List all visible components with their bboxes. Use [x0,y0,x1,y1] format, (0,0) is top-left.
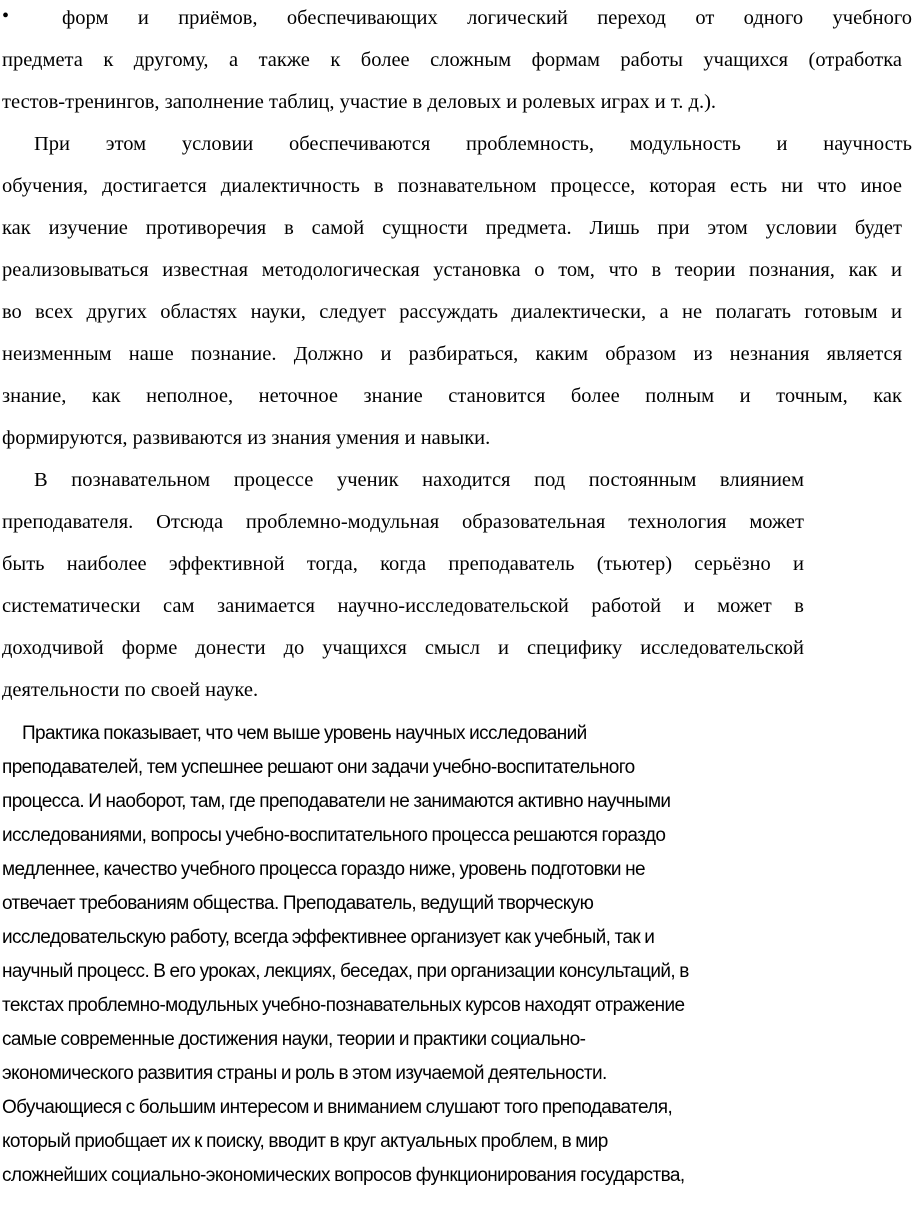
text-line: формируются, развиваются из знания умения и навыки. [2,427,491,449]
text-line: В познавательном процессе ученик находится под постоянным влиянием [34,469,804,491]
text-line: тестов-тренингов, заполнение таблиц, участие в деловых и ролевых играх и т. д.). [2,91,717,113]
text-line: медленнее, качество учебного процесса гораздо ниже, уровень подготовки не [2,859,645,880]
text-line: самые современные достижения науки, теории и практики социально- [2,1029,586,1050]
text-line: деятельности по своей науке. [2,679,259,701]
text-line: преподавателя. Отсюда проблемно-модульная образовательная технология может [2,511,804,533]
text-line: преподавателей, тем успешнее решают они задачи учебно-воспитательного [2,757,635,778]
text-line: обучения, достигается диалектичность в познавательном процессе, которая есть ни что иное [2,175,902,197]
text-line: исследованиями, вопросы учебно-воспитательного процесса решаются гораздо [2,825,666,846]
text-line: предмета к другому, а также к более сложным формам работы учащихся (отработка [2,49,902,71]
text-line: исследовательскую работу, всегда эффективнее организует как учебный, так и [2,927,655,948]
text-line: форм и приёмов, обеспечивающих логический переход от одного учебного [62,7,912,29]
text-line: быть наиболее эффективной тогда, когда преподаватель (тьютер) серьёзно и [2,553,804,575]
text-line: во всех других областях науки, следует рассуждать диалектически, а не полагать готовым и [2,301,902,323]
text-line: знание, как неполное, неточное знание становится более полным и точным, как [2,385,902,407]
text-line: который приобщает их к поиску, вводит в круг актуальных проблем, в мир [2,1131,608,1152]
text-line: неизменным наше познание. Должно и разбираться, каким образом из незнания является [2,343,902,365]
text-line: процесса. И наоборот, там, где преподаватели не занимаются активно научными [2,791,671,812]
text-line: текстах проблемно-модульных учебно-познавательных курсов находят отражение [2,995,685,1016]
text-line: сложнейших социально-экономических вопросов функционирования государства, [2,1165,685,1186]
text-line: Обучающиеся с большим интересом и вниманием слушают того преподавателя, [2,1097,673,1118]
text-line: экономического развития страны и роль в этом изучаемой деятельности. [2,1063,607,1084]
text-line: реализовываться известная методологическая установка о том, что в теории познания, как и [2,259,902,281]
bullet-marker: • [2,5,10,27]
text-line: Практика показывает, что чем выше уровень научных исследований [22,723,587,744]
text-line: как изучение противоречия в самой сущности предмета. Лишь при этом условии будет [2,217,902,239]
text-line: систематически сам занимается научно-исследовательской работой и может в [2,595,804,617]
text-line: научный процесс. В его уроках, лекциях, беседах, при организации консультаций, в [2,961,689,982]
text-line: При этом условии обеспечиваются проблемность, модульность и научность [34,133,912,155]
text-line: доходчивой форме донести до учащихся смысл и специфику исследовательской [2,637,804,659]
text-line: отвечает требованиям общества. Преподаватель, ведущий творческую [2,893,594,914]
